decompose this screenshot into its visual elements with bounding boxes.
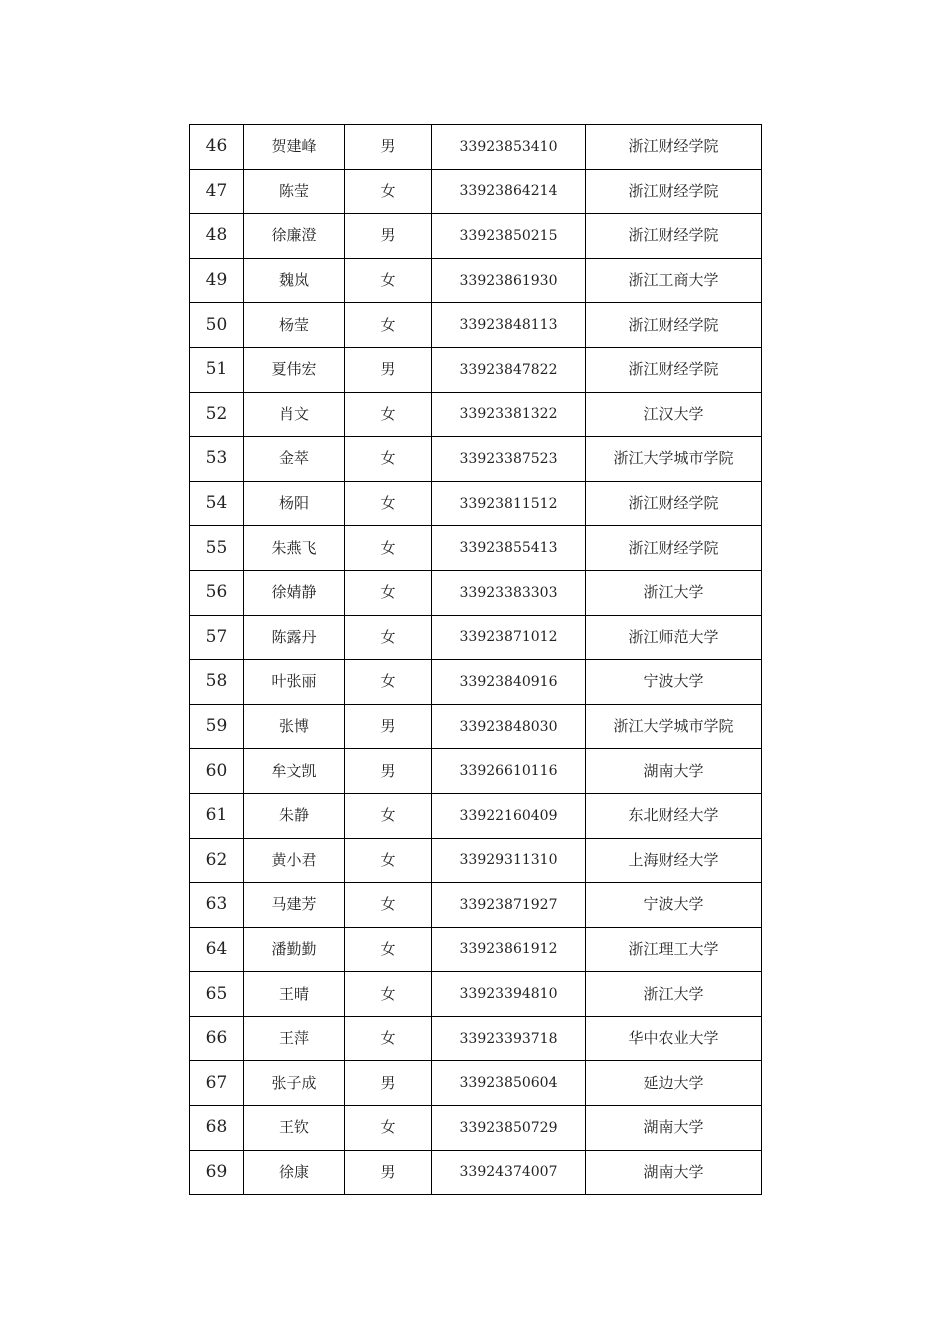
row-number-cell: 59 <box>190 704 244 749</box>
id-number-cell: 33923861930 <box>432 258 586 303</box>
name-cell: 朱燕飞 <box>244 526 345 571</box>
id-number-cell: 33923393718 <box>432 1016 586 1061</box>
name-cell: 贺建峰 <box>244 125 345 170</box>
id-number-cell: 33923847822 <box>432 347 586 392</box>
school-cell: 东北财经大学 <box>586 793 762 838</box>
gender-cell: 女 <box>345 481 432 526</box>
table-row <box>190 347 762 392</box>
id-number-cell: 33923394810 <box>432 972 586 1017</box>
row-number-cell: 66 <box>190 1016 244 1061</box>
name-cell: 张子成 <box>244 1061 345 1106</box>
table-row <box>190 704 762 749</box>
row-number-cell: 49 <box>190 258 244 303</box>
table-row <box>190 749 762 794</box>
school-cell: 浙江理工大学 <box>586 927 762 972</box>
gender-cell: 女 <box>345 392 432 437</box>
id-number-cell: 33923864214 <box>432 169 586 214</box>
school-cell: 浙江财经学院 <box>586 125 762 170</box>
row-number-cell: 47 <box>190 169 244 214</box>
id-number-cell: 33923871927 <box>432 883 586 928</box>
roster-table <box>189 124 762 1195</box>
row-number-cell: 54 <box>190 481 244 526</box>
id-number-cell: 33923387523 <box>432 437 586 482</box>
school-cell: 浙江财经学院 <box>586 526 762 571</box>
table-row <box>190 1150 762 1195</box>
gender-cell: 女 <box>345 1016 432 1061</box>
gender-cell: 女 <box>345 838 432 883</box>
table-row <box>190 660 762 705</box>
id-number-cell: 33923840916 <box>432 660 586 705</box>
row-number-cell: 50 <box>190 303 244 348</box>
school-cell: 湖南大学 <box>586 1150 762 1195</box>
name-cell: 黄小君 <box>244 838 345 883</box>
gender-cell: 女 <box>345 570 432 615</box>
school-cell: 宁波大学 <box>586 660 762 705</box>
row-number-cell: 63 <box>190 883 244 928</box>
id-number-cell: 33923853410 <box>432 125 586 170</box>
gender-cell: 女 <box>345 615 432 660</box>
gender-cell: 男 <box>345 347 432 392</box>
school-cell: 浙江大学城市学院 <box>586 437 762 482</box>
table-row <box>190 303 762 348</box>
id-number-cell: 33923811512 <box>432 481 586 526</box>
id-number-cell: 33923850604 <box>432 1061 586 1106</box>
school-cell: 浙江工商大学 <box>586 258 762 303</box>
table-row <box>190 437 762 482</box>
table-row <box>190 169 762 214</box>
school-cell: 延边大学 <box>586 1061 762 1106</box>
row-number-cell: 57 <box>190 615 244 660</box>
id-number-cell: 33923381322 <box>432 392 586 437</box>
gender-cell: 女 <box>345 660 432 705</box>
gender-cell: 男 <box>345 704 432 749</box>
table-row <box>190 972 762 1017</box>
name-cell: 陈莹 <box>244 169 345 214</box>
gender-cell: 女 <box>345 258 432 303</box>
table-row <box>190 1016 762 1061</box>
id-number-cell: 33923850215 <box>432 214 586 259</box>
table-row <box>190 214 762 259</box>
row-number-cell: 53 <box>190 437 244 482</box>
name-cell: 牟文凯 <box>244 749 345 794</box>
name-cell: 叶张丽 <box>244 660 345 705</box>
name-cell: 王钦 <box>244 1106 345 1151</box>
table-row <box>190 392 762 437</box>
table-row <box>190 526 762 571</box>
row-number-cell: 46 <box>190 125 244 170</box>
name-cell: 夏伟宏 <box>244 347 345 392</box>
table-row <box>190 1061 762 1106</box>
table-row <box>190 570 762 615</box>
school-cell: 浙江师范大学 <box>586 615 762 660</box>
id-number-cell: 33922160409 <box>432 793 586 838</box>
gender-cell: 男 <box>345 214 432 259</box>
name-cell: 王晴 <box>244 972 345 1017</box>
table-row <box>190 125 762 170</box>
gender-cell: 男 <box>345 1150 432 1195</box>
school-cell: 浙江财经学院 <box>586 347 762 392</box>
gender-cell: 女 <box>345 927 432 972</box>
row-number-cell: 62 <box>190 838 244 883</box>
id-number-cell: 33924374007 <box>432 1150 586 1195</box>
school-cell: 宁波大学 <box>586 883 762 928</box>
row-number-cell: 48 <box>190 214 244 259</box>
school-cell: 浙江大学 <box>586 570 762 615</box>
table-row <box>190 258 762 303</box>
school-cell: 浙江财经学院 <box>586 481 762 526</box>
id-number-cell: 33923861912 <box>432 927 586 972</box>
row-number-cell: 58 <box>190 660 244 705</box>
table-row <box>190 615 762 660</box>
name-cell: 杨莹 <box>244 303 345 348</box>
name-cell: 潘勤勤 <box>244 927 345 972</box>
id-number-cell: 33926610116 <box>432 749 586 794</box>
table-row <box>190 883 762 928</box>
row-number-cell: 52 <box>190 392 244 437</box>
gender-cell: 女 <box>345 972 432 1017</box>
id-number-cell: 33923871012 <box>432 615 586 660</box>
school-cell: 湖南大学 <box>586 1106 762 1151</box>
id-number-cell: 33923850729 <box>432 1106 586 1151</box>
row-number-cell: 68 <box>190 1106 244 1151</box>
id-number-cell: 33929311310 <box>432 838 586 883</box>
school-cell: 浙江财经学院 <box>586 214 762 259</box>
row-number-cell: 61 <box>190 793 244 838</box>
id-number-cell: 33923855413 <box>432 526 586 571</box>
gender-cell: 女 <box>345 526 432 571</box>
gender-cell: 女 <box>345 1106 432 1151</box>
gender-cell: 女 <box>345 883 432 928</box>
row-number-cell: 55 <box>190 526 244 571</box>
name-cell: 肖文 <box>244 392 345 437</box>
id-number-cell: 33923383303 <box>432 570 586 615</box>
school-cell: 华中农业大学 <box>586 1016 762 1061</box>
row-number-cell: 60 <box>190 749 244 794</box>
row-number-cell: 64 <box>190 927 244 972</box>
school-cell: 浙江大学城市学院 <box>586 704 762 749</box>
school-cell: 上海财经大学 <box>586 838 762 883</box>
gender-cell: 男 <box>345 125 432 170</box>
name-cell: 杨阳 <box>244 481 345 526</box>
name-cell: 徐婧静 <box>244 570 345 615</box>
table-row <box>190 1106 762 1151</box>
gender-cell: 男 <box>345 749 432 794</box>
table-row <box>190 793 762 838</box>
table-row <box>190 838 762 883</box>
school-cell: 浙江大学 <box>586 972 762 1017</box>
row-number-cell: 67 <box>190 1061 244 1106</box>
row-number-cell: 69 <box>190 1150 244 1195</box>
school-cell: 浙江财经学院 <box>586 303 762 348</box>
school-cell: 浙江财经学院 <box>586 169 762 214</box>
row-number-cell: 51 <box>190 347 244 392</box>
gender-cell: 女 <box>345 303 432 348</box>
name-cell: 魏岚 <box>244 258 345 303</box>
name-cell: 王萍 <box>244 1016 345 1061</box>
name-cell: 张博 <box>244 704 345 749</box>
gender-cell: 女 <box>345 169 432 214</box>
name-cell: 徐廉澄 <box>244 214 345 259</box>
school-cell: 江汉大学 <box>586 392 762 437</box>
gender-cell: 男 <box>345 1061 432 1106</box>
table-row <box>190 927 762 972</box>
gender-cell: 女 <box>345 437 432 482</box>
row-number-cell: 56 <box>190 570 244 615</box>
roster-table-body <box>190 125 762 1195</box>
school-cell: 湖南大学 <box>586 749 762 794</box>
row-number-cell: 65 <box>190 972 244 1017</box>
name-cell: 马建芳 <box>244 883 345 928</box>
name-cell: 金萃 <box>244 437 345 482</box>
name-cell: 朱静 <box>244 793 345 838</box>
name-cell: 徐康 <box>244 1150 345 1195</box>
id-number-cell: 33923848030 <box>432 704 586 749</box>
name-cell: 陈露丹 <box>244 615 345 660</box>
gender-cell: 女 <box>345 793 432 838</box>
id-number-cell: 33923848113 <box>432 303 586 348</box>
table-row <box>190 481 762 526</box>
